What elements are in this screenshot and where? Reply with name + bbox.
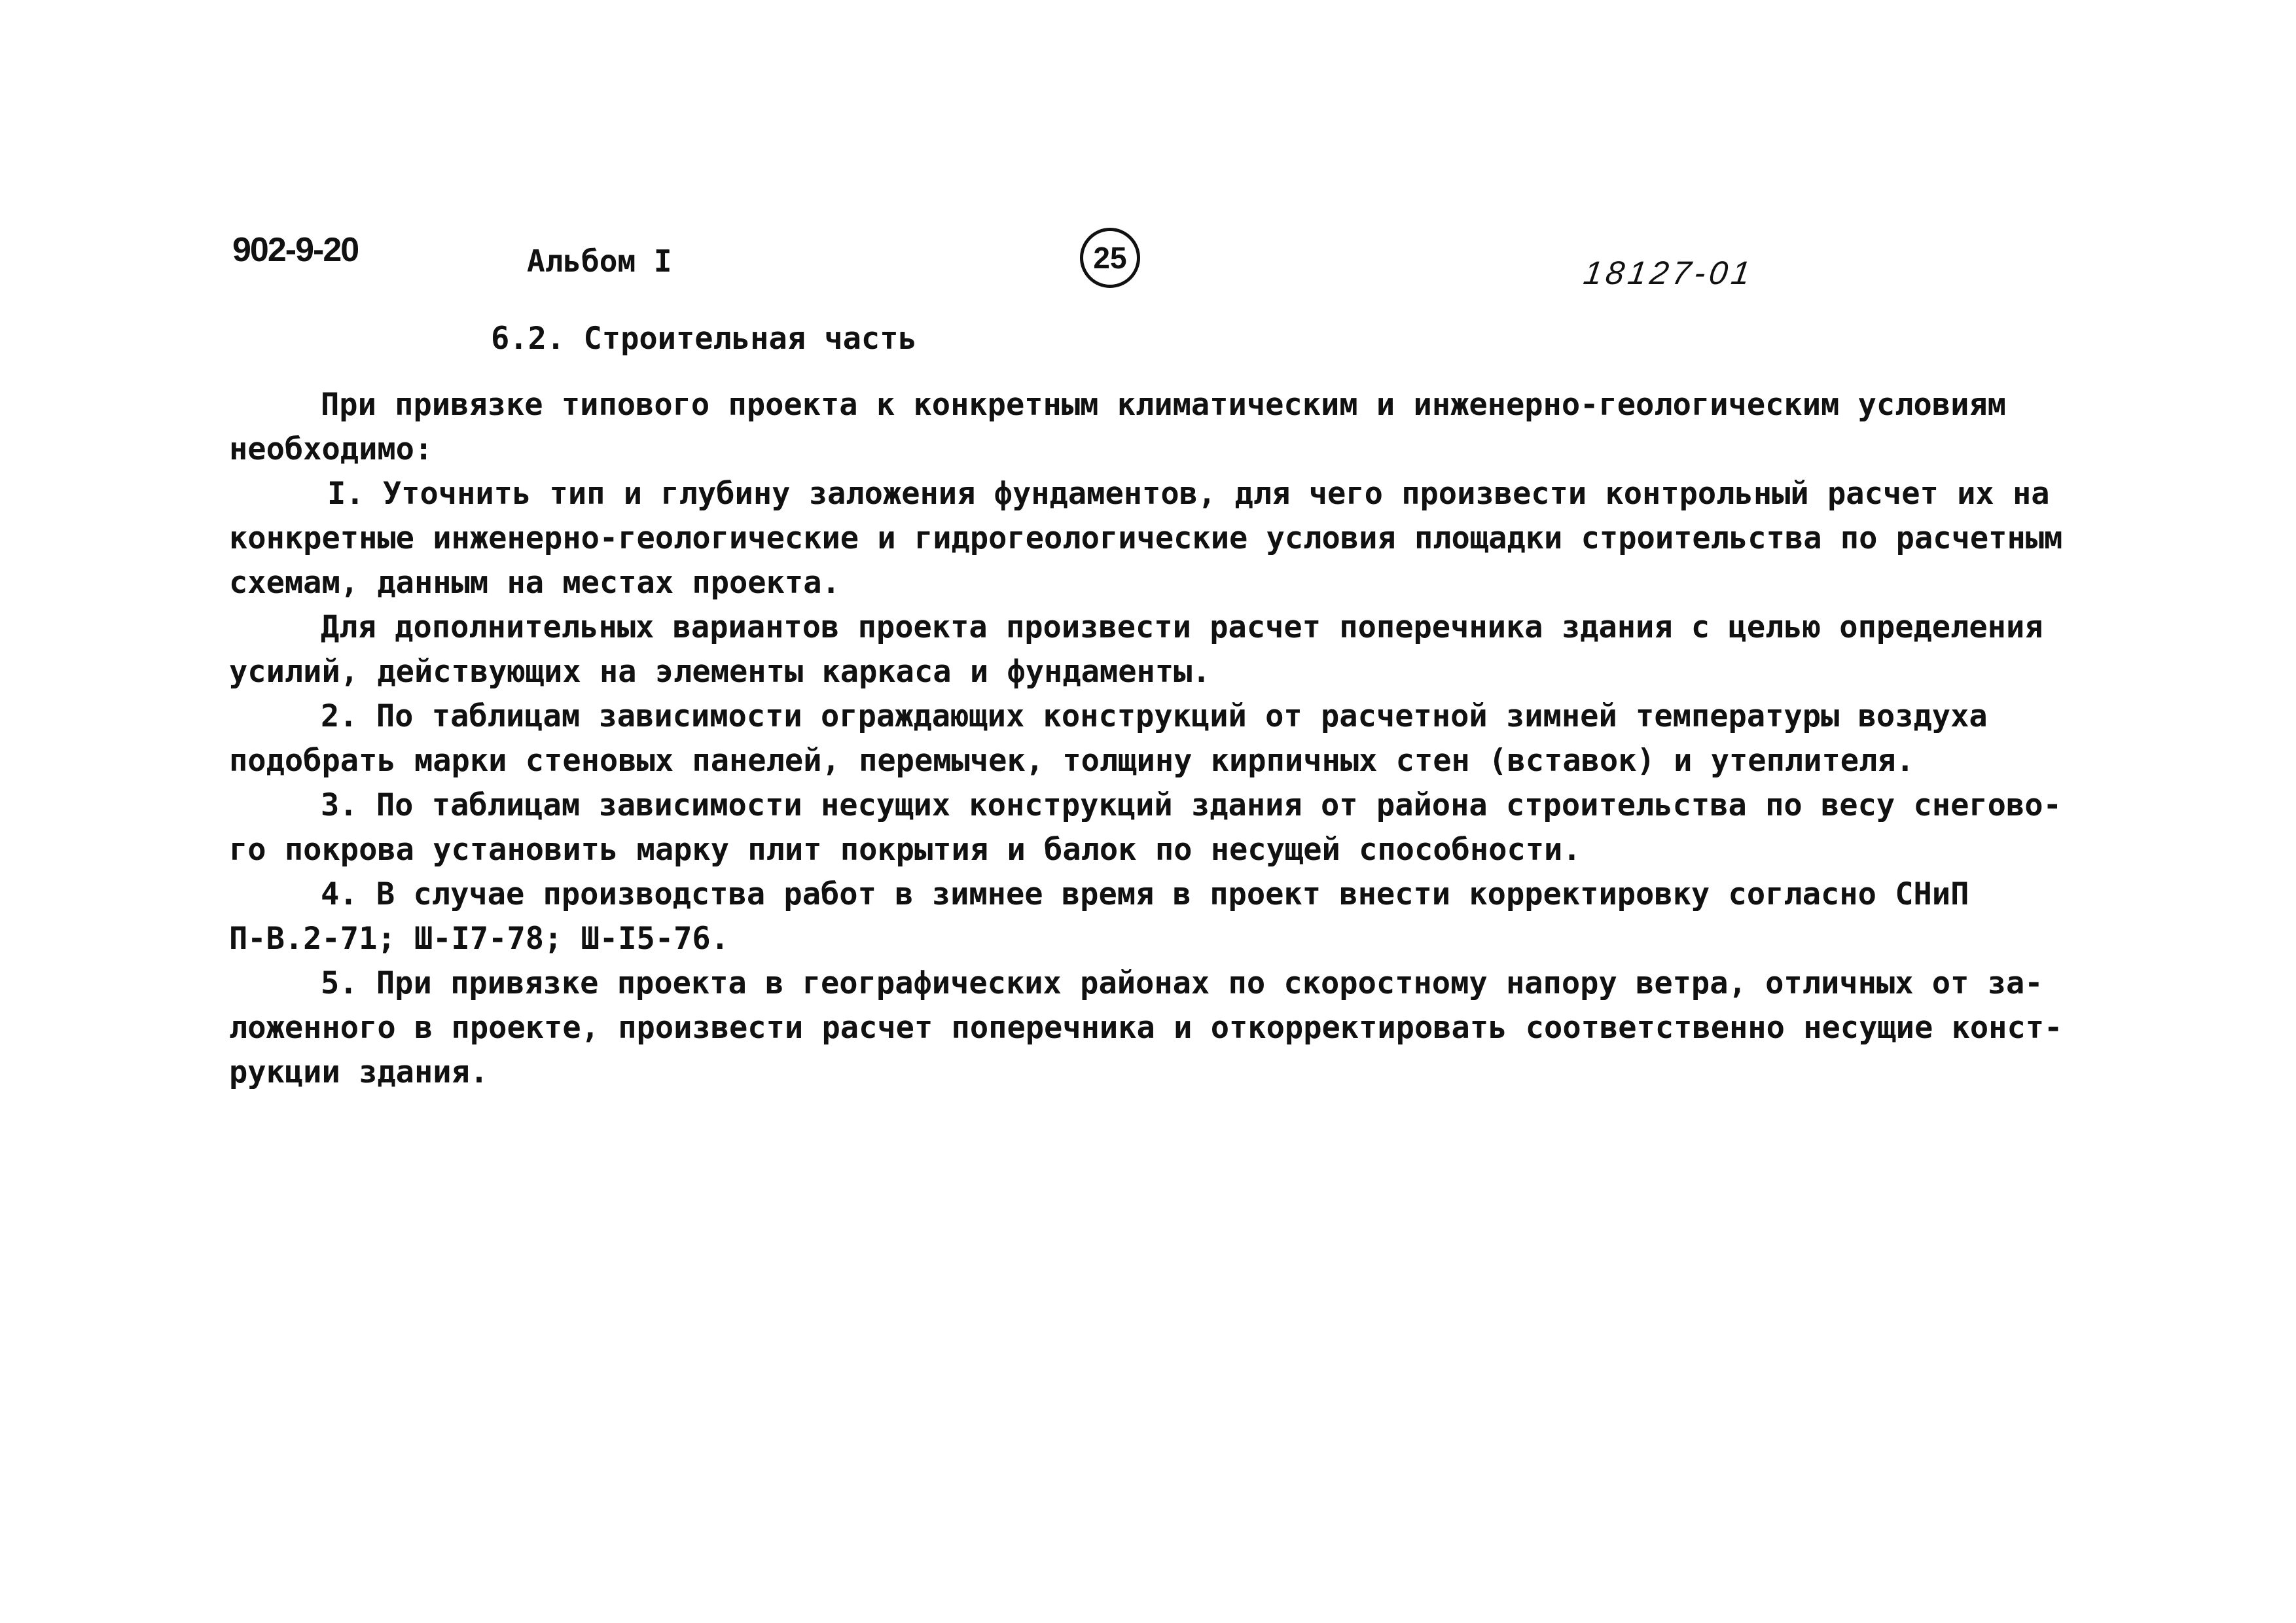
archive-number: 18127-01 <box>1581 255 1757 291</box>
text-line: конкретные инженерно-геологические и гидрогеологические условия площадки строительства по расчетным <box>229 520 2063 556</box>
text-line: усилий, действующих на элементы каркаса и фундаменты. <box>229 654 1211 690</box>
text-line: го покрова установить марку плит покрытия и балок по несущей способности. <box>229 832 1581 868</box>
section-title: 6.2. Строительная часть <box>491 321 917 357</box>
text-line: 2. По таблицам зависимости ограждающих конструкций от расчетной зимней температуры воздуха <box>321 698 1988 734</box>
text-line: схемам, данным на местах проекта. <box>229 565 840 601</box>
text-line: При привязке типового проекта к конкретным климатическим и инженерно-геологическим условиям <box>321 387 2006 423</box>
text-line: подобрать марки стеновых панелей, перемычек, толщину кирпичных стен (вставок) и утеплителя. <box>229 743 1914 779</box>
text-line: Для дополнительных вариантов проекта произвести расчет поперечника здания с целью определения <box>321 609 2043 645</box>
page-number-circle <box>1080 228 1140 288</box>
text-line: 4. В случае производства работ в зимнее время в проект внести корректировку согласно СНиП <box>321 876 1969 912</box>
text-line: рукции здания. <box>229 1054 489 1090</box>
text-line: необходимо: <box>229 431 433 467</box>
page-number: 25 <box>1093 241 1127 275</box>
text-line: П-В.2-71; Ш-I7-78; Ш-I5-76. <box>229 921 730 957</box>
text-line: I. Уточнить тип и глубину заложения фундаментов, для чего произвести контрольный расчет их на <box>327 476 2050 512</box>
text-line: ложенного в проекте, произвести расчет поперечника и откорректировать соответственно несущие конст- <box>229 1010 2063 1046</box>
document-body <box>229 383 2062 1095</box>
text-line: 5. При привязке проекта в географических районах по скоростному напору ветра, отличных от за- <box>321 965 2043 1001</box>
document-code: 902-9-20 <box>232 231 359 269</box>
album-label: Альбом I <box>527 243 672 279</box>
text-line: 3. По таблицам зависимости несущих конструкций здания от района строительства по весу снегово- <box>321 787 2062 823</box>
